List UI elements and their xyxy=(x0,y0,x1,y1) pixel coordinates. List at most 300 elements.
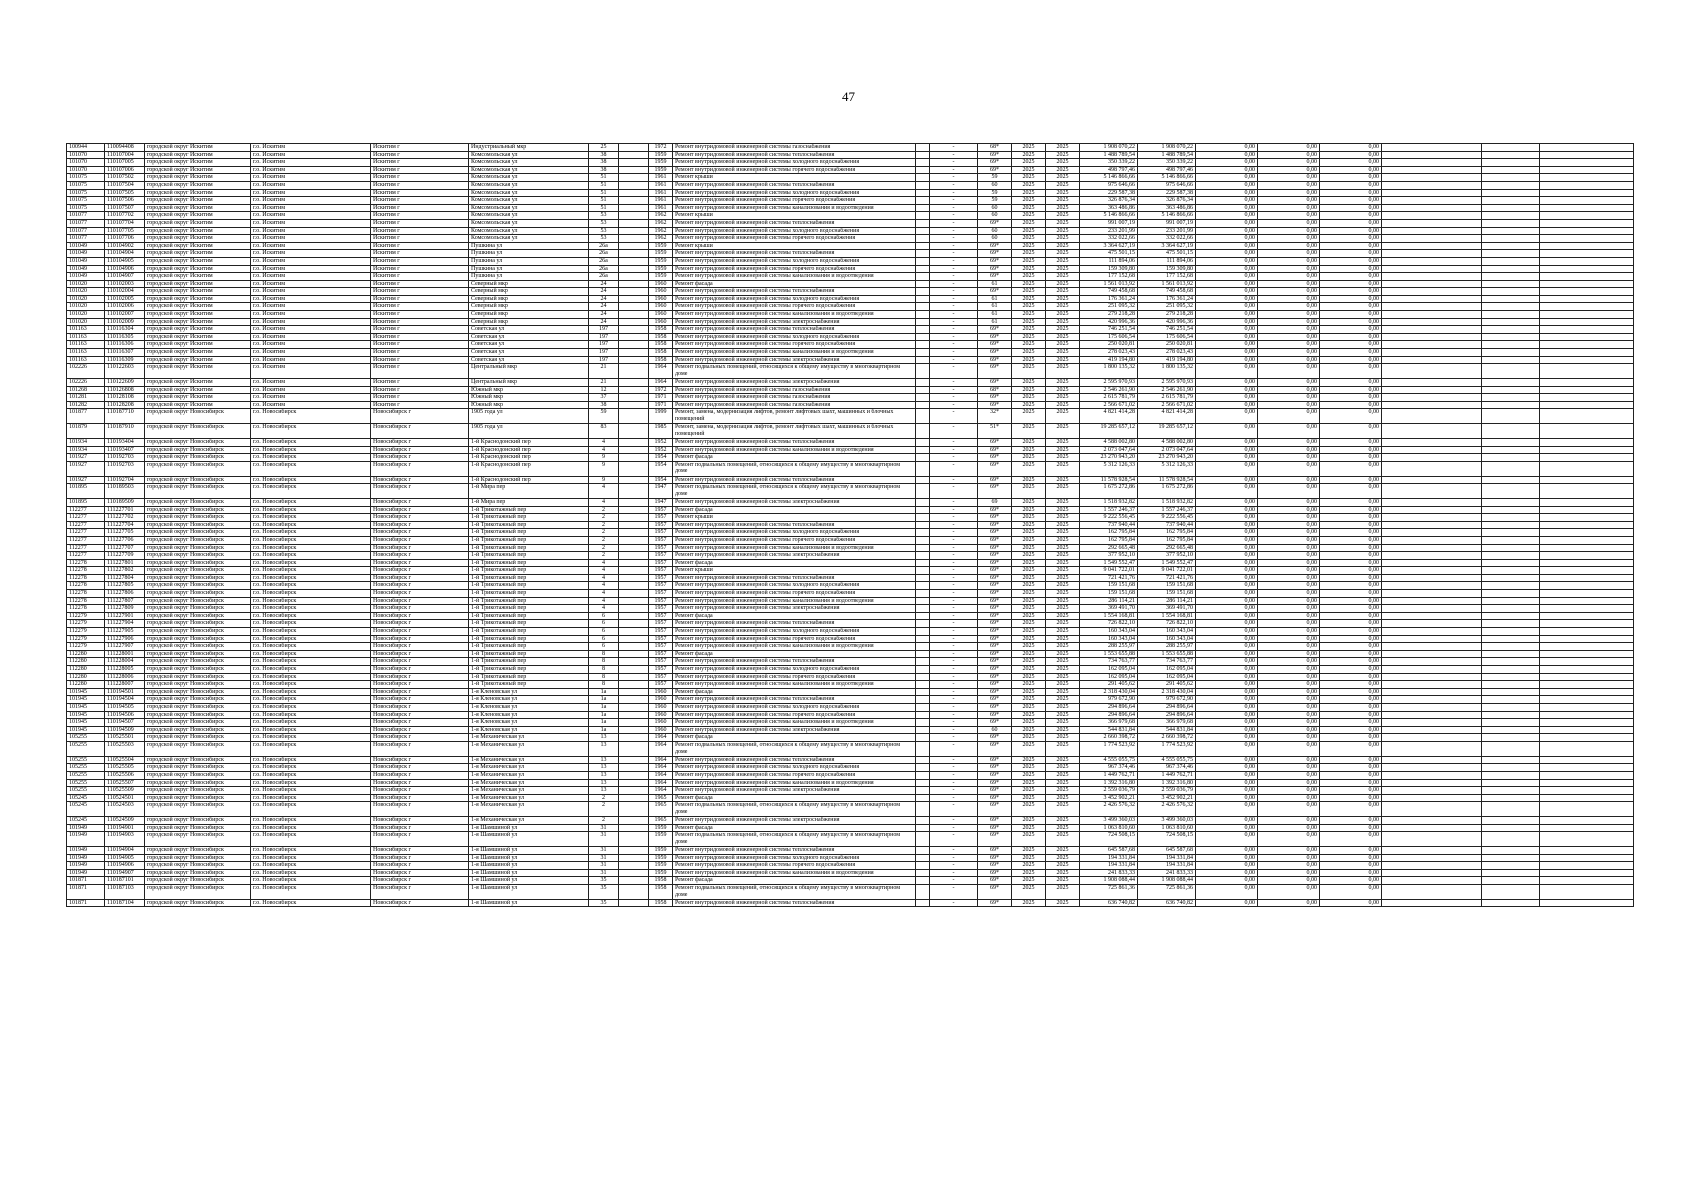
cell-street: 1-я Шамшиной ул xyxy=(469,877,589,885)
cell-work-id: 111227904 xyxy=(105,620,145,628)
cell-budget-cost: 0,00 xyxy=(1196,364,1258,379)
cell-district: городской округ Новосибирск xyxy=(145,688,251,696)
cell-year-start: 2025 xyxy=(1012,719,1046,727)
cell-street: 1-я Механическая ул xyxy=(469,787,589,795)
cell-note-1 xyxy=(1382,559,1482,567)
cell-note-2 xyxy=(1482,379,1540,387)
cell-dash: - xyxy=(930,824,978,832)
cell-house-id: 101049 xyxy=(67,265,105,273)
cell-regional-cost: 0,00 xyxy=(1258,764,1320,772)
cell-municipality: г.о. Новосибирск xyxy=(251,824,371,832)
cell-street: 1-й Трикотажный пер xyxy=(469,521,589,529)
cell-street: Южный мкр xyxy=(469,401,589,409)
cell-fund-cost: 233 201,99 xyxy=(1138,227,1196,235)
cell-building xyxy=(619,379,649,387)
cell-year-end: 2025 xyxy=(1046,559,1080,567)
cell-total-cost: 2 559 036,79 xyxy=(1080,787,1138,795)
cell-district: городской округ Новосибирск xyxy=(145,703,251,711)
cell-street: 1905 года ул xyxy=(469,409,589,424)
cell-note-1 xyxy=(1382,446,1482,454)
cell-year-start: 2025 xyxy=(1012,506,1046,514)
cell-locality: Новосибирск г xyxy=(371,498,469,506)
cell-house-id: 112280 xyxy=(67,666,105,674)
cell-work-id: 111227806 xyxy=(105,590,145,598)
cell-local-cost: 0,00 xyxy=(1320,151,1382,159)
cell-dash: - xyxy=(930,341,978,349)
cell-year-built: 1957 xyxy=(649,544,673,552)
cell-house-id: 101945 xyxy=(67,719,105,727)
cell-dash: - xyxy=(930,612,978,620)
cell-year-start: 2025 xyxy=(1012,288,1046,296)
cell-extra xyxy=(916,242,930,250)
cell-house-number: 26а xyxy=(589,242,619,250)
cell-total-cost: 1 557 246,37 xyxy=(1080,506,1138,514)
cell-locality: Новосибирск г xyxy=(371,476,469,484)
cell-wear-percent: 69* xyxy=(978,620,1012,628)
table-row xyxy=(67,174,1634,182)
cell-note-3 xyxy=(1540,401,1634,409)
cell-work-type: Ремонт внутридомовой инженерной системы электроснабжения xyxy=(673,787,916,795)
cell-total-cost: 9 041 722,01 xyxy=(1080,567,1138,575)
cell-wear-percent: 61 xyxy=(978,280,1012,288)
cell-district: городской округ Новосибирск xyxy=(145,628,251,636)
cell-local-cost: 0,00 xyxy=(1320,242,1382,250)
cell-district: городской округ Новосибирск xyxy=(145,567,251,575)
cell-extra xyxy=(916,212,930,220)
cell-year-start: 2025 xyxy=(1012,673,1046,681)
cell-street: Северный мкр xyxy=(469,295,589,303)
cell-total-cost: 3 452 902,21 xyxy=(1080,794,1138,802)
cell-dash: - xyxy=(930,802,978,817)
cell-street: 1-й Трикотажный пер xyxy=(469,514,589,522)
cell-municipality: г.о. Искитим xyxy=(251,349,371,357)
cell-year-end: 2025 xyxy=(1046,536,1080,544)
cell-house-number: 2 xyxy=(589,536,619,544)
cell-fund-cost: 2 073 047,64 xyxy=(1138,446,1196,454)
cell-note-2 xyxy=(1482,817,1540,825)
cell-district: городской округ Новосибирск xyxy=(145,650,251,658)
cell-wear-percent: 60 xyxy=(978,212,1012,220)
cell-house-number: 9 xyxy=(589,454,619,462)
cell-note-3 xyxy=(1540,379,1634,387)
cell-year-built: 1962 xyxy=(649,212,673,220)
cell-house-number: 8 xyxy=(589,681,619,689)
cell-total-cost: 1 908 088,44 xyxy=(1080,877,1138,885)
table-row xyxy=(67,741,1634,756)
cell-house-id: 101945 xyxy=(67,688,105,696)
cell-note-3 xyxy=(1540,847,1634,855)
table-row xyxy=(67,529,1634,537)
cell-municipality: г.о. Новосибирск xyxy=(251,559,371,567)
cell-note-2 xyxy=(1482,446,1540,454)
cell-budget-cost: 0,00 xyxy=(1196,824,1258,832)
cell-house-id: 101077 xyxy=(67,212,105,220)
cell-house-id: 112277 xyxy=(67,506,105,514)
cell-year-built: 1954 xyxy=(649,454,673,462)
cell-note-1 xyxy=(1382,703,1482,711)
cell-locality: Искитим г xyxy=(371,333,469,341)
cell-budget-cost: 0,00 xyxy=(1196,498,1258,506)
cell-locality: Новосибирск г xyxy=(371,802,469,817)
cell-street: Комсомольская ул xyxy=(469,235,589,243)
cell-year-start: 2025 xyxy=(1012,529,1046,537)
cell-local-cost: 0,00 xyxy=(1320,552,1382,560)
cell-total-cost: 162 795,84 xyxy=(1080,536,1138,544)
cell-locality: Новосибирск г xyxy=(371,559,469,567)
cell-house-id: 101049 xyxy=(67,273,105,281)
cell-district: городской округ Новосибирск xyxy=(145,877,251,885)
cell-fund-cost: 176 361,24 xyxy=(1138,295,1196,303)
cell-municipality: г.о. Новосибирск xyxy=(251,847,371,855)
cell-house-id: 101949 xyxy=(67,854,105,862)
cell-work-type: Ремонт внутридомовой инженерной системы холодного водоснабжения xyxy=(673,159,916,167)
cell-note-2 xyxy=(1482,514,1540,522)
cell-work-id: 110187910 xyxy=(105,424,145,439)
cell-wear-percent: 69* xyxy=(978,394,1012,402)
cell-total-cost: 176 361,24 xyxy=(1080,295,1138,303)
cell-extra xyxy=(916,756,930,764)
cell-budget-cost: 0,00 xyxy=(1196,242,1258,250)
cell-locality: Искитим г xyxy=(371,204,469,212)
cell-dash: - xyxy=(930,235,978,243)
cell-note-2 xyxy=(1482,612,1540,620)
cell-work-type: Ремонт внутридомовой инженерной системы горячего водоснабжения xyxy=(673,635,916,643)
cell-total-cost: 725 861,36 xyxy=(1080,885,1138,900)
cell-local-cost: 0,00 xyxy=(1320,734,1382,742)
cell-regional-cost: 0,00 xyxy=(1258,159,1320,167)
cell-wear-percent: 69* xyxy=(978,401,1012,409)
cell-work-type: Ремонт внутридомовой инженерной системы электроснабжения xyxy=(673,605,916,613)
cell-year-start: 2025 xyxy=(1012,379,1046,387)
cell-note-3 xyxy=(1540,605,1634,613)
cell-local-cost: 0,00 xyxy=(1320,869,1382,877)
cell-year-end: 2025 xyxy=(1046,899,1080,907)
cell-note-2 xyxy=(1482,242,1540,250)
cell-note-2 xyxy=(1482,356,1540,364)
cell-dash: - xyxy=(930,386,978,394)
cell-house-number: 1а xyxy=(589,719,619,727)
cell-extra xyxy=(916,461,930,476)
cell-municipality: г.о. Новосибирск xyxy=(251,582,371,590)
cell-house-id: 101949 xyxy=(67,862,105,870)
cell-note-1 xyxy=(1382,658,1482,666)
cell-building xyxy=(619,151,649,159)
cell-regional-cost: 0,00 xyxy=(1258,461,1320,476)
cell-budget-cost: 0,00 xyxy=(1196,847,1258,855)
cell-note-2 xyxy=(1482,847,1540,855)
cell-dash: - xyxy=(930,288,978,296)
cell-regional-cost: 0,00 xyxy=(1258,673,1320,681)
cell-municipality: г.о. Искитим xyxy=(251,219,371,227)
cell-budget-cost: 0,00 xyxy=(1196,409,1258,424)
cell-work-type: Ремонт фасада xyxy=(673,688,916,696)
cell-note-3 xyxy=(1540,498,1634,506)
cell-regional-cost: 0,00 xyxy=(1258,514,1320,522)
cell-municipality: г.о. Новосибирск xyxy=(251,454,371,462)
cell-fund-cost: 294 896,64 xyxy=(1138,703,1196,711)
cell-year-end: 2025 xyxy=(1046,484,1080,499)
cell-fund-cost: 2 595 970,93 xyxy=(1138,379,1196,387)
cell-district: городской округ Новосибирск xyxy=(145,544,251,552)
cell-street: 1-я Шамшиной ул xyxy=(469,824,589,832)
cell-note-1 xyxy=(1382,756,1482,764)
cell-house-id: 101075 xyxy=(67,174,105,182)
cell-local-cost: 0,00 xyxy=(1320,295,1382,303)
cell-fund-cost: 475 501,15 xyxy=(1138,250,1196,258)
cell-municipality: г.о. Новосибирск xyxy=(251,536,371,544)
cell-building xyxy=(619,227,649,235)
cell-house-number: 2 xyxy=(589,552,619,560)
table-row xyxy=(67,817,1634,825)
cell-year-built: 1960 xyxy=(649,288,673,296)
cell-regional-cost: 0,00 xyxy=(1258,605,1320,613)
cell-note-2 xyxy=(1482,159,1540,167)
cell-municipality: г.о. Новосибирск xyxy=(251,681,371,689)
cell-locality: Новосибирск г xyxy=(371,847,469,855)
cell-year-end: 2025 xyxy=(1046,197,1080,205)
cell-building xyxy=(619,703,649,711)
cell-budget-cost: 0,00 xyxy=(1196,559,1258,567)
cell-year-built: 1960 xyxy=(649,295,673,303)
cell-note-2 xyxy=(1482,741,1540,756)
cell-budget-cost: 0,00 xyxy=(1196,227,1258,235)
cell-house-id: 101945 xyxy=(67,711,105,719)
cell-locality: Новосибирск г xyxy=(371,484,469,499)
cell-year-end: 2025 xyxy=(1046,159,1080,167)
cell-district: городской округ Искитим xyxy=(145,166,251,174)
cell-street: 1-я Шамшиной ул xyxy=(469,854,589,862)
cell-wear-percent: 69* xyxy=(978,824,1012,832)
cell-work-type: Ремонт внутридомовой инженерной системы теплоснабжения xyxy=(673,696,916,704)
cell-work-type: Ремонт подвальных помещений, относящихся к общему имуществу в многоквартирном доме xyxy=(673,461,916,476)
cell-total-cost: 229 587,38 xyxy=(1080,189,1138,197)
cell-budget-cost: 0,00 xyxy=(1196,756,1258,764)
cell-year-start: 2025 xyxy=(1012,514,1046,522)
cell-note-1 xyxy=(1382,506,1482,514)
table-row xyxy=(67,197,1634,205)
cell-dash: - xyxy=(930,438,978,446)
cell-note-2 xyxy=(1482,273,1540,281)
cell-house-id: 112277 xyxy=(67,529,105,537)
cell-street: Комсомольская ул xyxy=(469,159,589,167)
cell-municipality: г.о. Искитим xyxy=(251,235,371,243)
cell-work-type: Ремонт внутридомовой инженерной системы теплоснабжения xyxy=(673,620,916,628)
cell-budget-cost: 0,00 xyxy=(1196,461,1258,476)
cell-dash: - xyxy=(930,552,978,560)
cell-year-end: 2025 xyxy=(1046,620,1080,628)
cell-fund-cost: 1 488 789,54 xyxy=(1138,151,1196,159)
cell-house-id: 112277 xyxy=(67,521,105,529)
cell-building xyxy=(619,318,649,326)
cell-municipality: г.о. Новосибирск xyxy=(251,734,371,742)
cell-street: 1-й Трикотажный пер xyxy=(469,620,589,628)
cell-locality: Новосибирск г xyxy=(371,824,469,832)
cell-local-cost: 0,00 xyxy=(1320,386,1382,394)
cell-work-id: 110126808 xyxy=(105,386,145,394)
cell-fund-cost: 979 672,90 xyxy=(1138,696,1196,704)
cell-year-built: 1972 xyxy=(649,386,673,394)
cell-year-built: 1959 xyxy=(649,242,673,250)
cell-note-1 xyxy=(1382,696,1482,704)
cell-wear-percent: 69* xyxy=(978,635,1012,643)
cell-total-cost: 250 020,81 xyxy=(1080,341,1138,349)
cell-total-cost: 2 660 398,72 xyxy=(1080,734,1138,742)
cell-year-built: 1960 xyxy=(649,280,673,288)
cell-work-type: Ремонт крыши xyxy=(673,174,916,182)
cell-total-cost: 377 952,10 xyxy=(1080,552,1138,560)
cell-wear-percent: 69* xyxy=(978,166,1012,174)
cell-building xyxy=(619,461,649,476)
cell-fund-cost: 724 508,15 xyxy=(1138,832,1196,847)
cell-work-type: Ремонт внутридомовой инженерной системы холодного водоснабжения xyxy=(673,582,916,590)
cell-note-2 xyxy=(1482,734,1540,742)
cell-locality: Новосибирск г xyxy=(371,673,469,681)
cell-work-type: Ремонт крыши xyxy=(673,242,916,250)
table-row xyxy=(67,356,1634,364)
cell-dash: - xyxy=(930,364,978,379)
cell-regional-cost: 0,00 xyxy=(1258,166,1320,174)
cell-note-3 xyxy=(1540,688,1634,696)
cell-district: городской округ Новосибирск xyxy=(145,536,251,544)
cell-work-id: 110194905 xyxy=(105,854,145,862)
cell-work-type: Ремонт внутридомовой инженерной системы канализования и водоотведения xyxy=(673,869,916,877)
cell-year-end: 2025 xyxy=(1046,643,1080,651)
cell-local-cost: 0,00 xyxy=(1320,529,1382,537)
table-row xyxy=(67,885,1634,900)
cell-note-1 xyxy=(1382,257,1482,265)
cell-regional-cost: 0,00 xyxy=(1258,280,1320,288)
cell-total-cost: 160 343,04 xyxy=(1080,635,1138,643)
cell-house-number: 21 xyxy=(589,364,619,379)
cell-budget-cost: 0,00 xyxy=(1196,529,1258,537)
cell-house-number: 31 xyxy=(589,862,619,870)
cell-building xyxy=(619,166,649,174)
cell-regional-cost: 0,00 xyxy=(1258,741,1320,756)
cell-locality: Новосибирск г xyxy=(371,544,469,552)
cell-extra xyxy=(916,424,930,439)
cell-note-2 xyxy=(1482,189,1540,197)
cell-work-type: Ремонт внутридомовой инженерной системы электроснабжения xyxy=(673,498,916,506)
cell-budget-cost: 0,00 xyxy=(1196,719,1258,727)
cell-note-3 xyxy=(1540,280,1634,288)
cell-local-cost: 0,00 xyxy=(1320,189,1382,197)
cell-note-2 xyxy=(1482,364,1540,379)
cell-work-id: 111227802 xyxy=(105,567,145,575)
cell-year-built: 1957 xyxy=(649,612,673,620)
cell-work-id: 110193404 xyxy=(105,438,145,446)
cell-wear-percent: 69* xyxy=(978,862,1012,870)
cell-work-type: Ремонт внутридомовой инженерной системы теплоснабжения xyxy=(673,151,916,159)
cell-dash: - xyxy=(930,681,978,689)
table-row xyxy=(67,877,1634,885)
cell-work-id: 111227804 xyxy=(105,574,145,582)
cell-year-end: 2025 xyxy=(1046,476,1080,484)
table-row xyxy=(67,703,1634,711)
table-row xyxy=(67,273,1634,281)
cell-note-1 xyxy=(1382,536,1482,544)
cell-note-1 xyxy=(1382,424,1482,439)
cell-fund-cost: 4 588 002,80 xyxy=(1138,438,1196,446)
cell-extra xyxy=(916,476,930,484)
cell-year-built: 1960 xyxy=(649,703,673,711)
cell-work-type: Ремонт внутридомовой инженерной системы горячего водоснабжения xyxy=(673,673,916,681)
cell-street: Пушкина ул xyxy=(469,265,589,273)
cell-wear-percent: 69* xyxy=(978,817,1012,825)
cell-fund-cost: 975 646,66 xyxy=(1138,181,1196,189)
cell-dash: - xyxy=(930,832,978,847)
cell-year-end: 2025 xyxy=(1046,862,1080,870)
cell-budget-cost: 0,00 xyxy=(1196,386,1258,394)
table-row xyxy=(67,424,1634,439)
cell-regional-cost: 0,00 xyxy=(1258,802,1320,817)
cell-year-end: 2025 xyxy=(1046,454,1080,462)
cell-district: городской округ Новосибирск xyxy=(145,862,251,870)
cell-dash: - xyxy=(930,166,978,174)
cell-note-2 xyxy=(1482,559,1540,567)
cell-municipality: г.о. Искитим xyxy=(251,273,371,281)
cell-note-3 xyxy=(1540,885,1634,900)
cell-year-built: 1959 xyxy=(649,166,673,174)
cell-note-2 xyxy=(1482,311,1540,319)
cell-wear-percent: 69* xyxy=(978,681,1012,689)
cell-street: 1-й Трикотажный пер xyxy=(469,628,589,636)
cell-dash: - xyxy=(930,544,978,552)
cell-district: городской округ Новосибирск xyxy=(145,590,251,598)
cell-house-number: 2 xyxy=(589,506,619,514)
cell-house-number: 38 xyxy=(589,151,619,159)
cell-regional-cost: 0,00 xyxy=(1258,257,1320,265)
cell-note-2 xyxy=(1482,582,1540,590)
cell-note-3 xyxy=(1540,711,1634,719)
cell-budget-cost: 0,00 xyxy=(1196,514,1258,522)
cell-house-id: 101945 xyxy=(67,726,105,734)
cell-note-1 xyxy=(1382,151,1482,159)
cell-work-type: Ремонт внутридомовой инженерной системы теплоснабжения xyxy=(673,476,916,484)
table-row xyxy=(67,854,1634,862)
cell-note-2 xyxy=(1482,341,1540,349)
cell-note-3 xyxy=(1540,227,1634,235)
cell-budget-cost: 0,00 xyxy=(1196,869,1258,877)
cell-dash: - xyxy=(930,144,978,152)
cell-local-cost: 0,00 xyxy=(1320,817,1382,825)
cell-note-1 xyxy=(1382,582,1482,590)
cell-locality: Искитим г xyxy=(371,197,469,205)
cell-house-number: 6 xyxy=(589,612,619,620)
cell-house-id: 112277 xyxy=(67,544,105,552)
cell-locality: Новосибирск г xyxy=(371,726,469,734)
cell-wear-percent: 69* xyxy=(978,250,1012,258)
cell-municipality: г.о. Искитим xyxy=(251,181,371,189)
cell-locality: Новосибирск г xyxy=(371,521,469,529)
cell-work-type: Ремонт внутридомовой инженерной системы канализования и водоотведения xyxy=(673,273,916,281)
cell-dash: - xyxy=(930,159,978,167)
cell-total-cost: 991 007,19 xyxy=(1080,219,1138,227)
cell-house-number: 13 xyxy=(589,741,619,756)
cell-wear-percent: 69* xyxy=(978,658,1012,666)
cell-locality: Новосибирск г xyxy=(371,764,469,772)
table-row xyxy=(67,643,1634,651)
cell-building xyxy=(619,212,649,220)
cell-building xyxy=(619,666,649,674)
cell-year-start: 2025 xyxy=(1012,349,1046,357)
cell-year-built: 1964 xyxy=(649,364,673,379)
cell-year-start: 2025 xyxy=(1012,521,1046,529)
cell-year-start: 2025 xyxy=(1012,219,1046,227)
cell-budget-cost: 0,00 xyxy=(1196,174,1258,182)
cell-district: городской округ Новосибирск xyxy=(145,673,251,681)
cell-local-cost: 0,00 xyxy=(1320,643,1382,651)
cell-district: городской округ Искитим xyxy=(145,364,251,379)
